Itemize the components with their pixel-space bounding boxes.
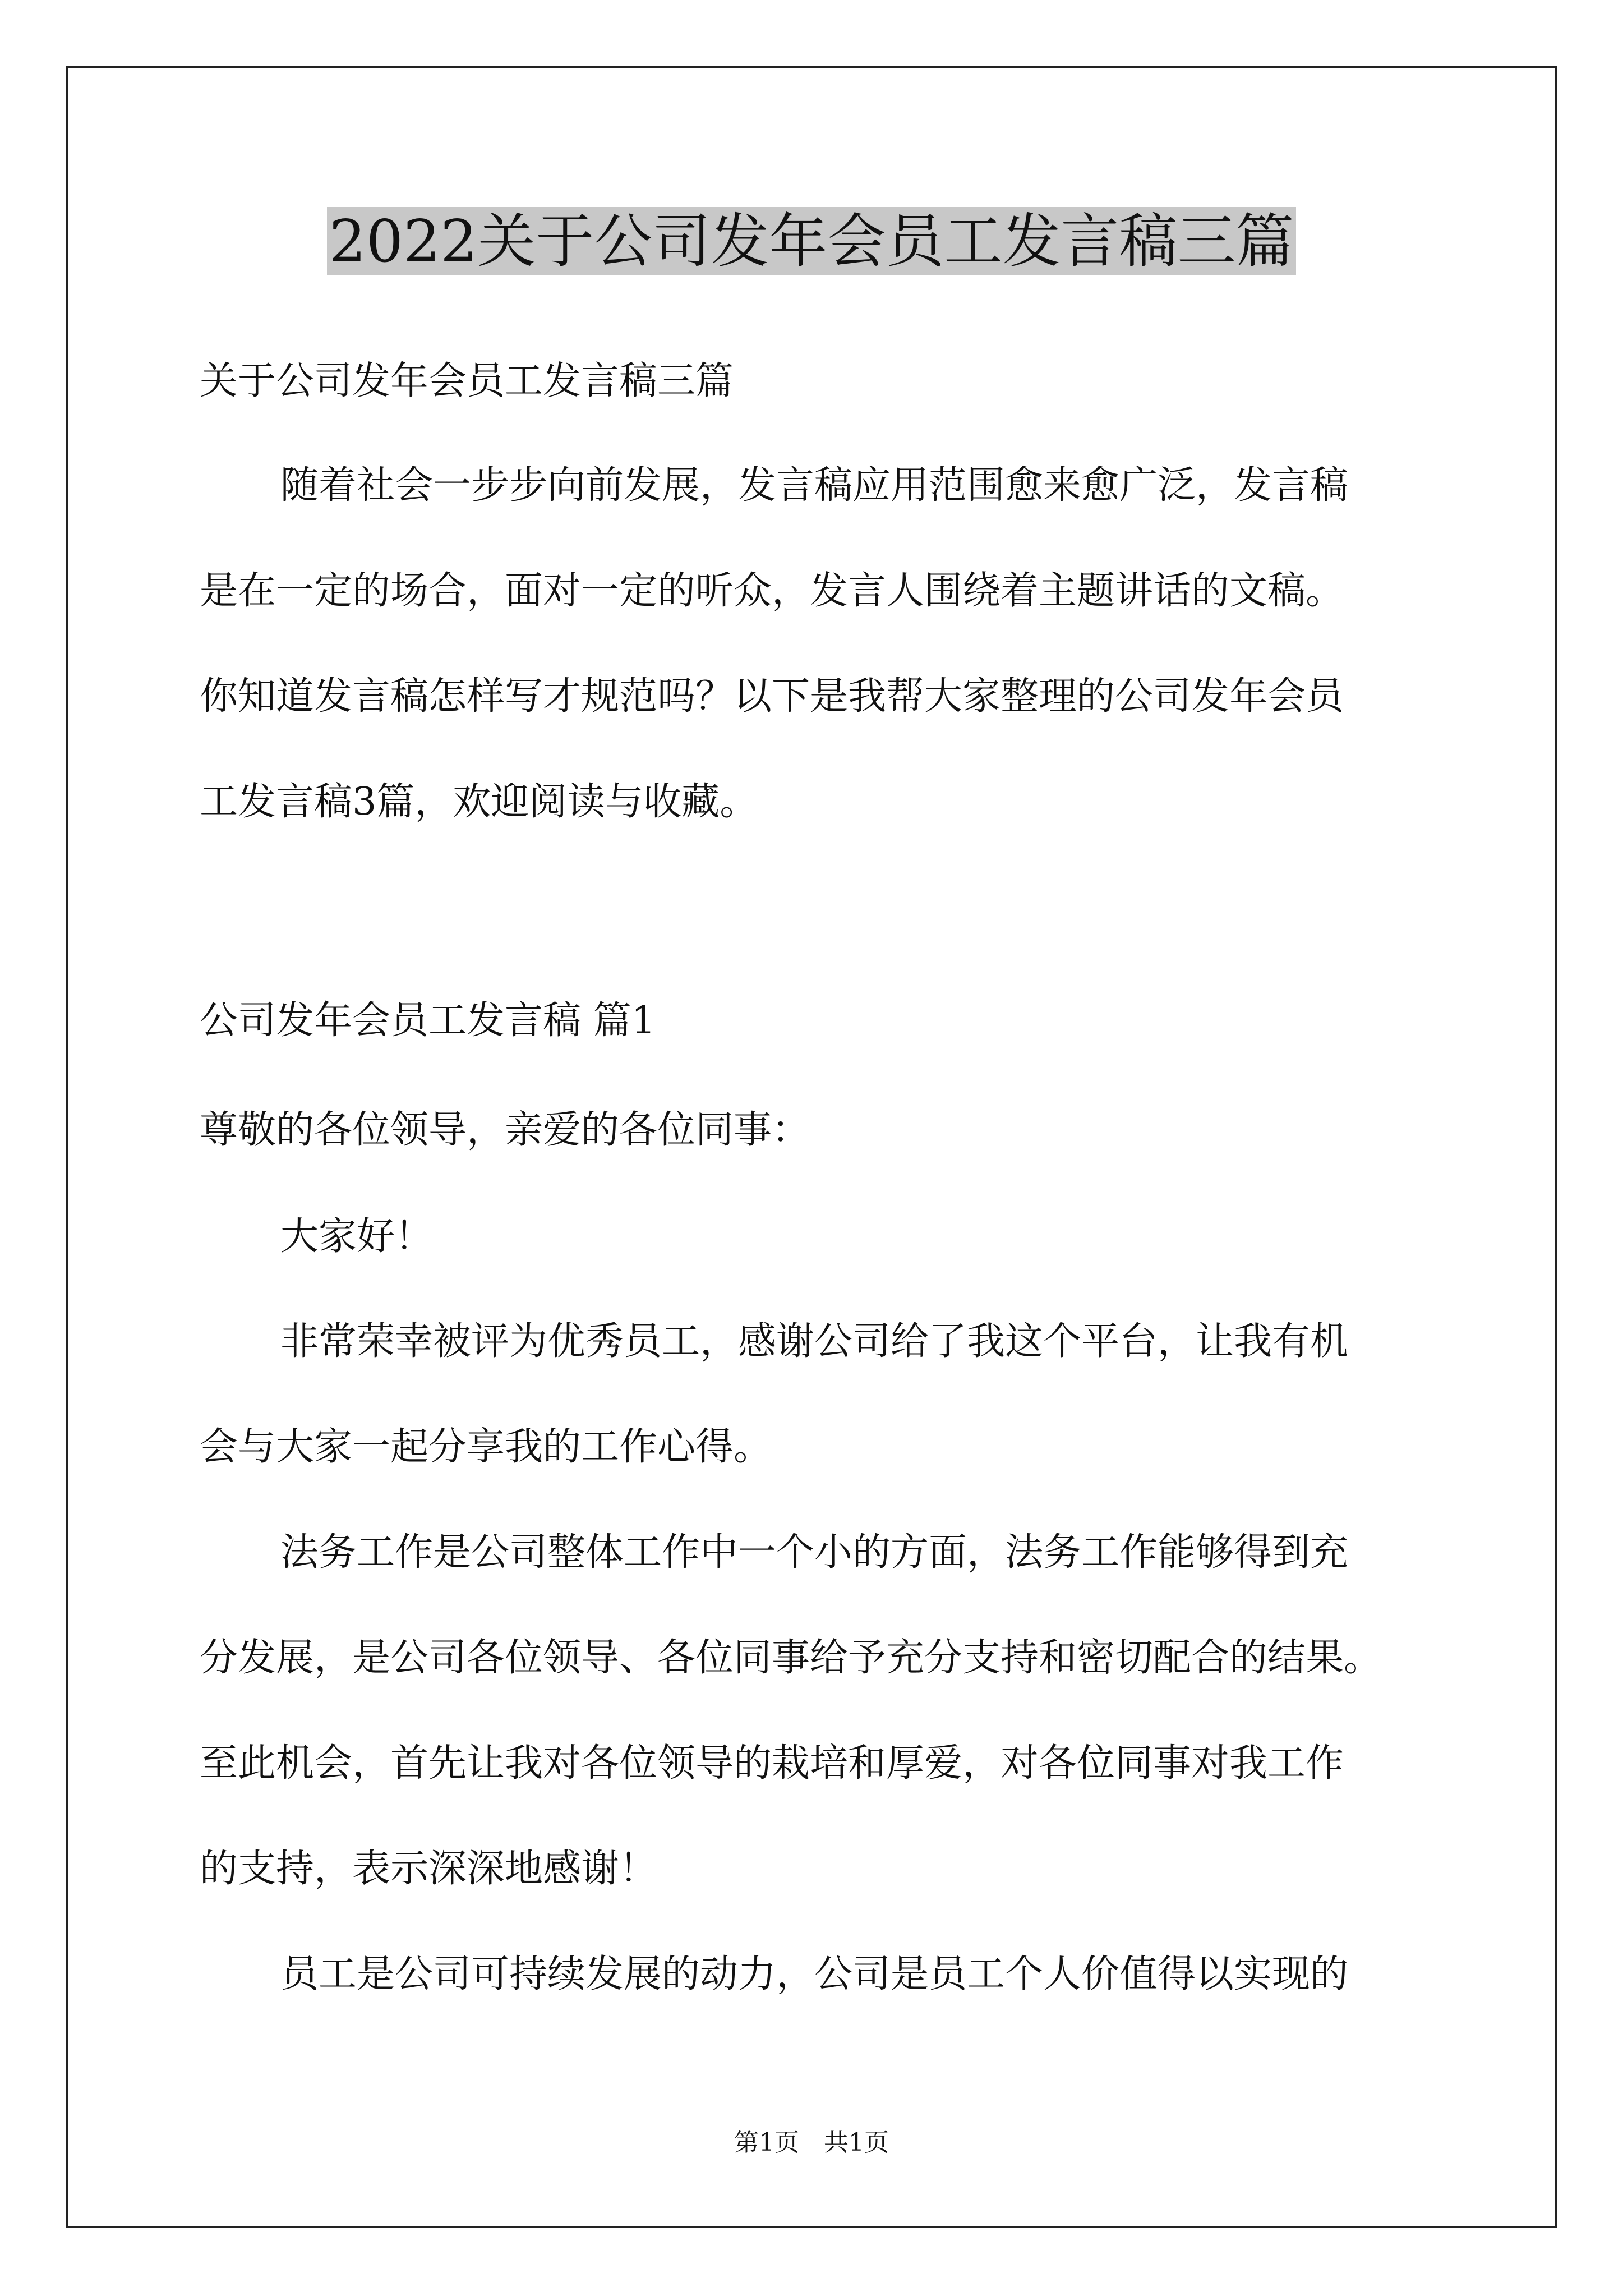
paragraph-1-line-2: 会与大家一起分享我的工作心得。 [200,1425,772,1469]
intro-line-3: 你知道发言稿怎样写才规范吗？以下是我帮大家整理的公司发年会员 [200,674,1344,719]
greeting: 大家好！ [280,1214,434,1259]
intro-line-1: 随着社会一步步向前发展，发言稿应用范围愈来愈广泛，发言稿 [280,463,1349,508]
paragraph-2-line-1: 法务工作是公司整体工作中一个小的方面，法务工作能够得到充 [280,1530,1349,1575]
section-heading: 公司发年会员工发言稿 篇1 [200,999,656,1043]
intro-line-2: 是在一定的场合，面对一定的听众，发言人围绕着主题讲话的文稿。 [200,569,1344,613]
paragraph-3-line-1: 员工是公司可持续发展的动力，公司是员工个人价值得以实现的 [280,1952,1349,1996]
paragraph-2-line-2: 分发展，是公司各位领导、各位同事给予充分支持和密切配合的结果。 [200,1636,1382,1680]
title-text: 2022关于公司发年会员工发言稿三篇 [327,207,1297,275]
subtitle: 关于公司发年会员工发言稿三篇 [200,359,734,403]
page-footer: 第1页 共1页 [734,2128,889,2157]
paragraph-2-line-4: 的支持，表示深深地感谢！ [200,1847,658,1891]
document-title [0,208,1623,275]
salutation: 尊敬的各位领导，亲爱的各位同事： [200,1108,810,1152]
intro-line-4: 工发言稿3篇，欢迎阅读与收藏。 [200,780,758,824]
paragraph-2-line-3: 至此机会，首先让我对各位领导的栽培和厚爱，对各位同事对我工作 [200,1741,1344,1786]
paragraph-1-line-1: 非常荣幸被评为优秀员工，感谢公司给了我这个平台，让我有机 [280,1319,1349,1364]
